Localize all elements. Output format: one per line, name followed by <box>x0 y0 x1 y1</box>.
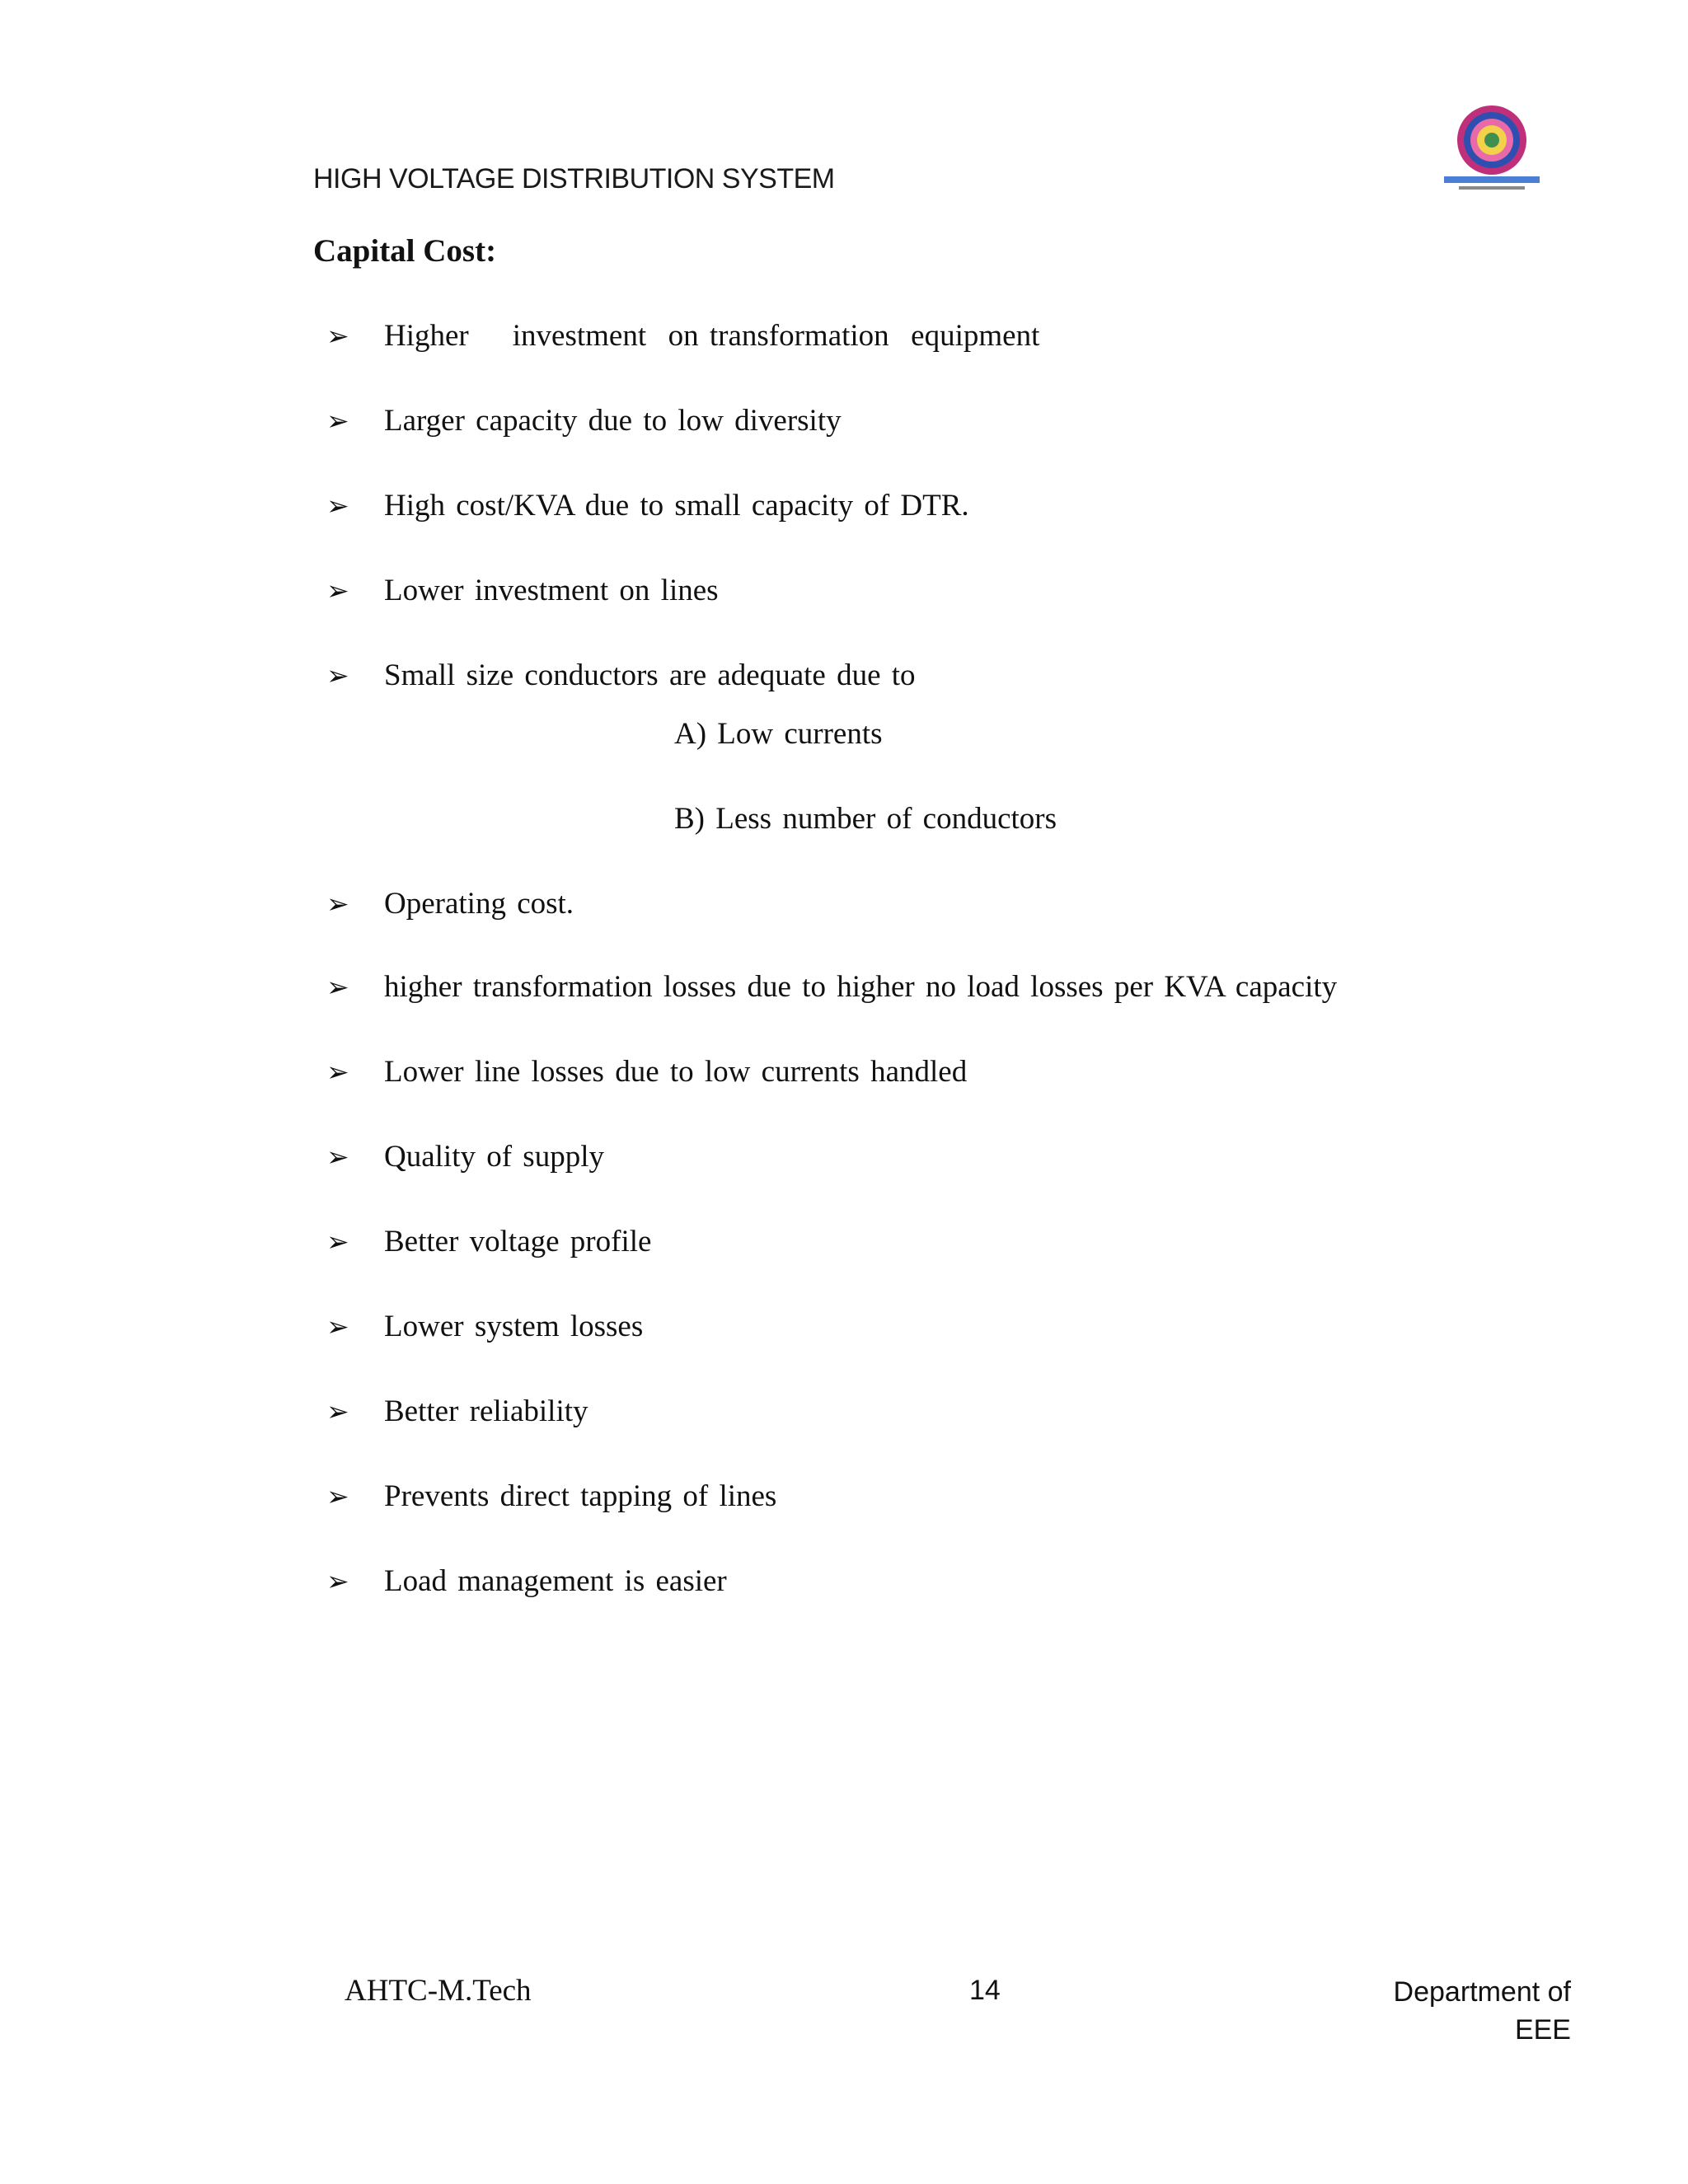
bullet-item: ➢ Lower system losses <box>326 1310 644 1343</box>
arrow-bullet-icon: ➢ <box>326 1141 349 1173</box>
arrow-bullet-icon: ➢ <box>326 1395 349 1427</box>
bullet-item: ➢ High cost/KVA due to small capacity of DTR. <box>326 489 969 523</box>
footer-department-line1: Department of <box>1393 1976 1571 2008</box>
arrow-bullet-icon: ➢ <box>326 888 349 920</box>
bullet-item: ➢ higher transformation losses due to higher no load losses per KVA capacity <box>326 970 1338 1004</box>
sub-item: B) Less number of conductors <box>674 802 1057 836</box>
arrow-bullet-icon: ➢ <box>326 1480 349 1512</box>
footer-institution: AHTC-M.Tech <box>345 1974 532 2008</box>
bullet-item: ➢ Better voltage profile <box>326 1225 652 1258</box>
arrow-bullet-icon: ➢ <box>326 1226 349 1258</box>
bullet-item: ➢ Prevents direct tapping of lines <box>326 1479 777 1513</box>
arrow-bullet-icon: ➢ <box>326 320 349 352</box>
arrow-bullet-icon: ➢ <box>326 1310 349 1343</box>
arrow-bullet-icon: ➢ <box>326 659 349 691</box>
page-number: 14 <box>969 1975 1001 2006</box>
bullet-item: ➢ Better reliability <box>326 1394 588 1428</box>
bullet-item: ➢ Small size conductors are adequate due to <box>326 658 916 692</box>
bullet-item: ➢ Lower line losses due to low currents handled <box>326 1055 968 1089</box>
bullet-item: ➢ Load management is easier <box>326 1564 727 1598</box>
bullet-item: ➢ Lower investment on lines <box>326 574 719 607</box>
arrow-bullet-icon: ➢ <box>326 971 349 1003</box>
bullet-item: ➢ Operating cost. <box>326 887 574 921</box>
bullet-item: ➢ Larger capacity due to low diversity <box>326 404 842 438</box>
footer-department <box>1394 1973 1571 2049</box>
footer-department-line2: EEE <box>1514 2014 1571 2046</box>
arrow-bullet-icon: ➢ <box>326 490 349 522</box>
bullet-item: ➢ Quality of supply <box>326 1140 604 1174</box>
section-heading: Capital Cost: <box>313 233 497 269</box>
arrow-bullet-icon: ➢ <box>326 574 349 607</box>
running-header-title: HIGH VOLTAGE DISTRIBUTION SYSTEM <box>313 163 835 194</box>
arrow-bullet-icon: ➢ <box>326 1056 349 1088</box>
arrow-bullet-icon: ➢ <box>326 405 349 437</box>
institution-logo <box>1434 97 1550 196</box>
bullet-item: ➢ Higher investment on transformation equipment <box>326 319 1040 353</box>
sub-item: A) Low currents <box>674 717 883 751</box>
arrow-bullet-icon: ➢ <box>326 1565 349 1597</box>
